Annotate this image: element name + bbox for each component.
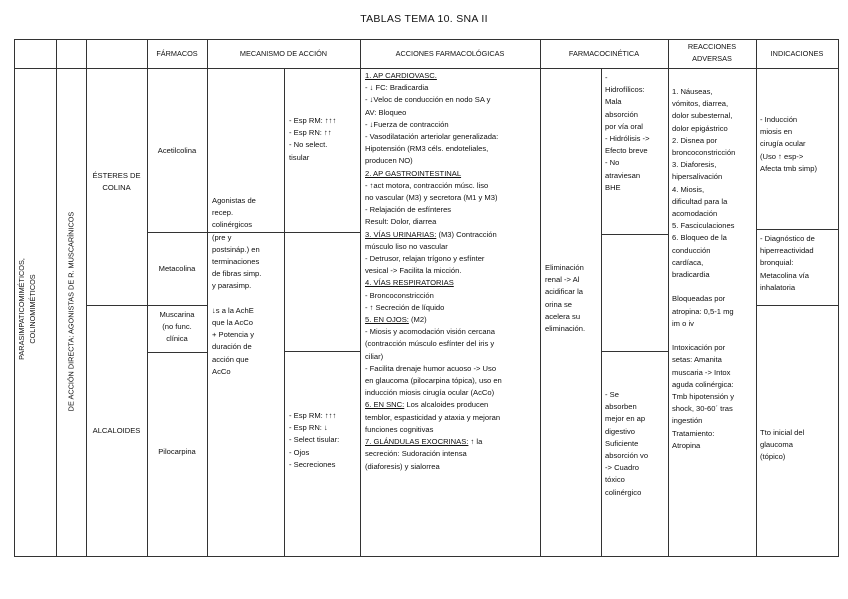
- reaccion-line: 2. Disnea por: [672, 135, 718, 145]
- indicacion-pilo-line: Tto inicial del: [760, 428, 805, 437]
- header-reacciones-line-2: ADVERSAS: [692, 54, 732, 63]
- farmaco-esteres-line: -: [605, 73, 608, 82]
- drug-metacolina: Metacolina: [158, 264, 196, 273]
- indicacion-meta-line: hiperreactividad: [760, 246, 814, 256]
- mecanismo-line: terminaciones: [212, 257, 260, 267]
- farmaco-general-line: acelera su: [545, 311, 581, 321]
- farmacocinetica-esteres: [605, 72, 650, 194]
- farmaco-general-line: renal -> Al: [545, 275, 580, 285]
- accion-line: 5. EN OJOS: (M2): [365, 315, 427, 325]
- reaccion-line: Atropina: [672, 440, 701, 450]
- indicacion-meta-line: bronquial:: [760, 258, 794, 268]
- reaccion-line: [672, 330, 735, 342]
- accion-line: inducción miosis cirugía ocular (AcCo): [365, 388, 495, 398]
- farmaco-alcaloides-line: Suficiente: [605, 438, 639, 448]
- drug-muscarina: [147, 309, 207, 346]
- farmaco-esteres-line: Hidrofílicos:: [605, 85, 645, 95]
- mecanismo-line: AcCo: [212, 366, 231, 376]
- header-reacciones-line-1: REACCIONES: [687, 42, 737, 51]
- mecanismo-line: colinérgicos: [212, 220, 253, 230]
- drug-acetilcolina: Acetilcolina: [157, 146, 197, 155]
- indicaciones-acetilcolina: [760, 114, 817, 175]
- accion-line: - Miosis y acomodación visión cercana: [365, 327, 495, 337]
- receptor-pilo-line: - Select tisular:: [289, 435, 340, 445]
- family-alcaloides: ALCALOIDES: [92, 426, 141, 435]
- reaccion-line: acomodación: [672, 209, 718, 219]
- accion-line: (diaforesis) y sialorrea: [365, 461, 440, 471]
- receptores-pilocarpina: [289, 410, 339, 471]
- accion-line: - ↓Veloc de conducción en nodo SA y: [365, 95, 491, 105]
- indicaciones-metacolina: [760, 233, 815, 294]
- group-label-line-1: PARASIMPATICOMIMÉTICOS,: [17, 258, 26, 360]
- indicaciones-pilocarpina: [760, 427, 804, 464]
- farmaco-general-line: Eliminación: [545, 263, 584, 272]
- farmaco-general-line: eliminación.: [545, 324, 586, 334]
- receptor-pilo-line: - Ojos: [289, 447, 310, 457]
- accion-line: - ↑act motora, contracción músc. liso: [365, 180, 489, 190]
- farmaco-esteres-line: atraviesan: [605, 170, 641, 180]
- mecanismo-line: duración de: [212, 342, 252, 352]
- accion-line: - Relajación de esfínteres: [365, 205, 452, 215]
- accion-line: secreción: Sudoración intensa: [365, 449, 467, 459]
- accion-line: 3. VÍAS URINARIAS: (M3) Contracción: [365, 229, 497, 239]
- accion-line: no vascular (M3) y secretora (M1 y M3): [365, 193, 498, 203]
- farmaco-alcaloides-line: tóxico: [605, 475, 625, 485]
- farmaco-general-line: orina se: [545, 299, 573, 309]
- indicacion-acetil-line: miosis en: [760, 127, 793, 137]
- reaccion-line: bradicardia: [672, 270, 710, 280]
- farmaco-alcaloides-line: -> Cuadro: [605, 463, 639, 473]
- accion-line: 6. EN SNC: Los alcaloides producen: [365, 400, 489, 410]
- mecanismo-line: Agonistas de: [212, 196, 256, 205]
- group-label: [16, 69, 38, 549]
- reaccion-line: atropina: 0,5-1 mg: [672, 306, 734, 316]
- farmaco-alcaloides-line: absorción vo: [605, 451, 649, 461]
- receptor-pilo-line: - Esp RM: ↑↑↑: [289, 411, 337, 420]
- mecanismo-line: + Potencia y: [212, 330, 255, 340]
- farmacocinetica-general: [545, 262, 585, 335]
- receptor-acetil-line: - No select.: [289, 140, 328, 150]
- accion-line: 4. VÍAS RESPIRATORIAS: [365, 278, 454, 288]
- reaccion-line: conducción: [672, 245, 711, 255]
- accion-line: - ↓Fuerza de contracción: [365, 119, 449, 129]
- reaccion-line: muscaria -> Intox: [672, 367, 731, 377]
- drug-muscarina-line-1: Muscarina: [159, 310, 195, 319]
- indicacion-acetil-line: - Inducción: [760, 115, 798, 124]
- header-farmacocinetica: FARMACOCINÉTICA: [568, 49, 640, 58]
- reaccion-line: cardíaca,: [672, 257, 704, 267]
- reaccion-line: hipersalivación: [672, 172, 723, 182]
- header-farmacos: FÁRMACOS: [156, 49, 198, 58]
- reaccion-line: 4. Miosis,: [672, 184, 705, 194]
- accion-line: producen NO): [365, 156, 413, 166]
- accion-line: Result: Dolor, diarrea: [365, 217, 437, 227]
- farmaco-esteres-line: Efecto breve: [605, 146, 648, 156]
- farmaco-alcaloides-line: mejor en ap: [605, 414, 646, 424]
- accion-line: AV: Bloqueo: [365, 107, 407, 117]
- reaccion-line: [672, 281, 735, 293]
- farmaco-esteres-line: BHE: [605, 182, 621, 192]
- group-label-line-2: COLINOMIMÉTICOS: [28, 274, 37, 344]
- drug-muscarina-line-3: clínica: [166, 334, 188, 344]
- indicacion-acetil-line: Afecta tmb simp): [760, 163, 817, 173]
- mecanismo-line: (pre y: [212, 232, 232, 242]
- header-indicaciones: INDICACIONES: [770, 49, 824, 58]
- indicacion-meta-line: inhalatoria: [760, 282, 796, 292]
- farmacocinetica-alcaloides: [605, 389, 648, 499]
- reaccion-line: Bloqueadas por: [672, 294, 726, 304]
- farmaco-esteres-line: absorción: [605, 109, 638, 119]
- accion-line: funciones cognitivas: [365, 424, 434, 434]
- reaccion-line: Intoxicación por: [672, 343, 726, 353]
- farmaco-esteres-line: por vía oral: [605, 121, 643, 131]
- receptores-acetilcolina: [289, 115, 336, 164]
- indicacion-pilo-line: glaucoma: [760, 440, 793, 450]
- accion-line: vesical -> Facilita la micción.: [365, 266, 462, 276]
- mecanismo-line: ↓s a la AchE: [212, 305, 254, 315]
- header-mecanismo: MECANISMO DE ACCIÓN: [239, 49, 328, 58]
- indicacion-meta-line: Metacolina vía: [760, 270, 809, 280]
- reaccion-line: broncoconstricción: [672, 148, 736, 158]
- reaccion-line: 1. Náuseas,: [672, 87, 713, 96]
- accion-line: - Facilita drenaje humor acuoso -> Uso: [365, 363, 497, 373]
- indicacion-acetil-line: cirugía ocular: [760, 139, 806, 149]
- reaccion-line: dificultad para la: [672, 196, 728, 206]
- reaccion-line: Tmb hipotensión y: [672, 392, 735, 402]
- accion-line: 2. AP GASTROINTESTINAL: [365, 168, 462, 178]
- reaccion-line: 5. Fasciculaciones: [672, 221, 735, 231]
- accion-line: (contracción músculo esfínter del iris y: [365, 339, 495, 349]
- farmaco-alcaloides-line: digestivo: [605, 426, 635, 436]
- subgroup-label: DE ACCIÓN DIRECTA: AGONISTAS DE R. MUSCARÍNICOS: [66, 211, 76, 412]
- indicacion-pilo-line: (tópico): [760, 452, 786, 462]
- accion-line: en glaucoma (pilocarpina tópica), uso en: [365, 376, 502, 386]
- farmaco-esteres-line: - No: [605, 158, 620, 168]
- receptor-pilo-line: - Secreciones: [289, 459, 336, 469]
- family-esteres: [86, 170, 147, 194]
- accion-line: 1. AP CARDIOVASC.: [365, 71, 437, 80]
- reaccion-line: Tratamiento:: [672, 428, 715, 438]
- mecanismo-line: postsináp.) en: [212, 244, 260, 254]
- accion-line: - Vasodilatación arteriolar generalizada:: [365, 132, 499, 142]
- reaccion-line: 6. Bloqueo de la: [672, 233, 727, 243]
- accion-line: temblor, espasticidad y ataxia y mejoran: [365, 412, 501, 422]
- accion-line: 7. GLÁNDULAS EXOCRINAS: ↑ la: [365, 437, 483, 447]
- mecanismo-line: recep.: [212, 208, 234, 218]
- reaccion-line: setas: Amanita: [672, 355, 722, 365]
- drug-muscarina-line-2: (no func.: [162, 322, 192, 332]
- accion-line: - Broncoconstricción: [365, 290, 434, 300]
- farmaco-alcaloides-line: absorben: [605, 402, 637, 412]
- page-title: TABLAS TEMA 10. SNA II: [360, 13, 488, 25]
- farmaco-esteres-line: - Hidrólisis ->: [605, 134, 650, 144]
- family-esteres-line-2: COLINA: [102, 183, 131, 193]
- farmaco-alcaloides-line: - Se: [605, 390, 619, 399]
- mecanismo-line: [212, 293, 261, 305]
- reaccion-line: shock, 30-60´ tras: [672, 404, 733, 414]
- mecanismo-line: y parasimp.: [212, 281, 252, 291]
- receptor-pilo-line: - Esp RN: ↓: [289, 423, 328, 433]
- reaccion-line: dolor subesternal,: [672, 111, 733, 121]
- mecanismo-general: [212, 195, 261, 378]
- acciones-farmacologicas: [365, 70, 502, 473]
- accion-line: - ↓ FC: Bradicardia: [365, 83, 429, 93]
- farmaco-alcaloides-line: colinérgico: [605, 487, 642, 497]
- reaccion-line: im o iv: [672, 318, 694, 328]
- mecanismo-line: de fibras simp.: [212, 269, 262, 279]
- accion-line: Hipotensión (RM3 céls. endoteliales,: [365, 144, 489, 154]
- reaccion-line: vómitos, diarrea,: [672, 99, 729, 109]
- reaccion-line: 3. Diaforesis,: [672, 160, 717, 170]
- receptor-acetil-line: tisular: [289, 152, 310, 162]
- accion-line: ciliar): [365, 351, 384, 361]
- reaccion-line: ingestión: [672, 416, 703, 426]
- farmaco-general-line: acidificar la: [545, 287, 583, 297]
- indicacion-meta-line: - Diagnóstico de: [760, 234, 815, 243]
- receptor-acetil-line: - Esp RN: ↑↑: [289, 128, 332, 138]
- header-acciones: ACCIONES FARMACOLÓGICAS: [395, 49, 505, 58]
- mecanismo-line: que la AcCo: [212, 318, 253, 328]
- accion-line: músculo liso no vascular: [365, 241, 448, 251]
- receptor-acetil-line: - Esp RM: ↑↑↑: [289, 116, 337, 125]
- family-esteres-line-1: ÉSTERES DE: [92, 171, 141, 180]
- mecanismo-line: acción que: [212, 354, 249, 364]
- reaccion-line: dolor epigástrico: [672, 123, 728, 133]
- accion-line: - ↑ Secreción de líquido: [365, 302, 445, 312]
- indicacion-acetil-line: (Uso ↑ esp->: [760, 151, 804, 161]
- accion-line: - Detrusor, relajan trígono y esfínter: [365, 254, 485, 264]
- reaccion-line: aguda colinérgica:: [672, 379, 734, 389]
- drug-pilocarpina: Pilocarpina: [158, 447, 196, 456]
- farmaco-esteres-line: Mala: [605, 97, 622, 107]
- reacciones-adversas: [672, 86, 735, 452]
